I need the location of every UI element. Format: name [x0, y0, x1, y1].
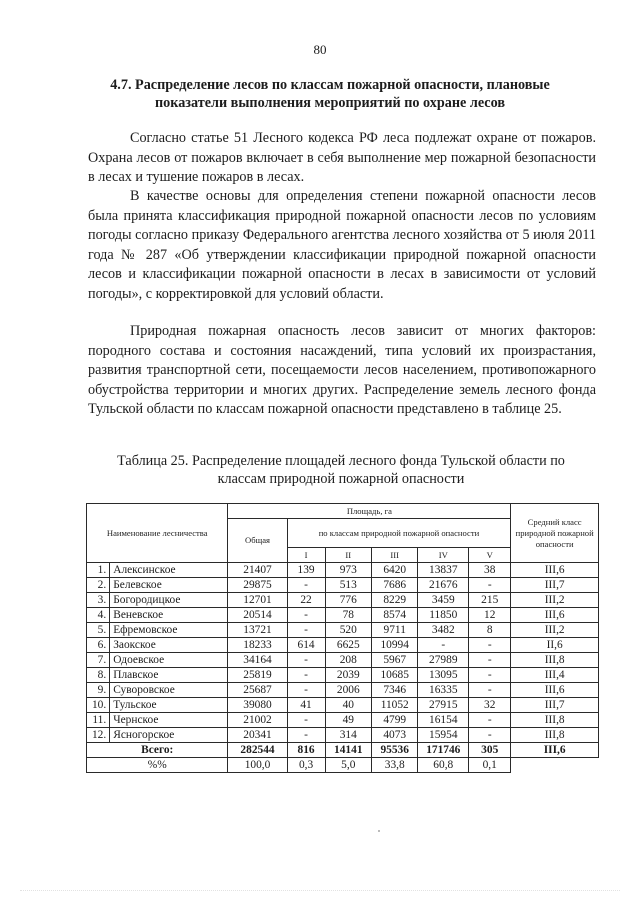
cell-c1: - — [287, 728, 325, 743]
percent-c4: 60,8 — [418, 758, 469, 773]
cell-avg: III,8 — [511, 728, 599, 743]
cell-c1: - — [287, 653, 325, 668]
cell-c3: 4073 — [372, 728, 418, 743]
cell-total: 18233 — [228, 638, 287, 653]
header-name: Наименование лесничества — [87, 504, 228, 563]
table-row — [87, 623, 599, 638]
cell-total: 25819 — [228, 668, 287, 683]
row-number: 8. — [87, 668, 110, 683]
cell-c2: 2039 — [325, 668, 371, 683]
percent-row — [87, 758, 599, 773]
cell-avg: III,8 — [511, 713, 599, 728]
cell-c5: - — [469, 668, 511, 683]
cell-c2: 2006 — [325, 683, 371, 698]
forestry-name: Заокское — [110, 638, 228, 653]
cell-c4: 11850 — [418, 608, 469, 623]
cell-c5: - — [469, 683, 511, 698]
cell-avg: III,2 — [511, 593, 599, 608]
forestry-name: Алексинское — [110, 563, 228, 578]
cell-total: 25687 — [228, 683, 287, 698]
cell-c2: 40 — [325, 698, 371, 713]
cell-total: 13721 — [228, 623, 287, 638]
row-number: 11. — [87, 713, 110, 728]
cell-c2: 78 — [325, 608, 371, 623]
row-number: 5. — [87, 623, 110, 638]
forestry-name: Веневское — [110, 608, 228, 623]
cell-avg: III,6 — [511, 563, 599, 578]
row-number: 6. — [87, 638, 110, 653]
table-row — [87, 578, 599, 593]
header-class-iii: III — [372, 548, 418, 563]
forestry-name: Одоевское — [110, 653, 228, 668]
table-row — [87, 713, 599, 728]
cell-avg: III,7 — [511, 578, 599, 593]
cell-c5: 32 — [469, 698, 511, 713]
cell-c1: 139 — [287, 563, 325, 578]
header-by-class: по классам природной пожарной опасности — [287, 519, 511, 548]
cell-avg: III,7 — [511, 698, 599, 713]
table-row — [87, 683, 599, 698]
cell-c3: 10685 — [372, 668, 418, 683]
total-c1: 816 — [287, 743, 325, 758]
forestry-name: Ефремовское — [110, 623, 228, 638]
total-c4: 171746 — [418, 743, 469, 758]
cell-c1: - — [287, 608, 325, 623]
cell-c3: 4799 — [372, 713, 418, 728]
row-number: 12. — [87, 728, 110, 743]
percent-avg-empty — [511, 758, 599, 773]
cell-total: 20341 — [228, 728, 287, 743]
percent-total: 100,0 — [228, 758, 287, 773]
cell-c5: - — [469, 713, 511, 728]
cell-c4: 15954 — [418, 728, 469, 743]
cell-c2: 520 — [325, 623, 371, 638]
percent-c5: 0,1 — [469, 758, 511, 773]
cell-total: 20514 — [228, 608, 287, 623]
cell-c4: 16154 — [418, 713, 469, 728]
section-title: 4.7. Распределение лесов по классам пожарной опасности, плановые показатели выполнения мероприятий по охране лесов — [110, 77, 550, 111]
cell-total: 29875 — [228, 578, 287, 593]
cell-total: 39080 — [228, 698, 287, 713]
header-class-i: I — [287, 548, 325, 563]
table-caption: Таблица 25. Распределение площадей лесного фонда Тульской области по классам природной пожарной опасности — [117, 453, 565, 487]
cell-c5: 215 — [469, 593, 511, 608]
cell-c1: - — [287, 668, 325, 683]
cell-c4: 27989 — [418, 653, 469, 668]
cell-c4: 16335 — [418, 683, 469, 698]
cell-c4: 3459 — [418, 593, 469, 608]
forestry-name: Богородицкое — [110, 593, 228, 608]
cell-avg: III,8 — [511, 653, 599, 668]
cell-avg: III,2 — [511, 623, 599, 638]
cell-c5: 38 — [469, 563, 511, 578]
forestry-name: Суворовское — [110, 683, 228, 698]
total-c2: 14141 — [325, 743, 371, 758]
cell-total: 12701 — [228, 593, 287, 608]
cell-c4: 13837 — [418, 563, 469, 578]
cell-c3: 11052 — [372, 698, 418, 713]
cell-c5: - — [469, 653, 511, 668]
cell-c3: 7686 — [372, 578, 418, 593]
total-total: 282544 — [228, 743, 287, 758]
forestry-name: Тульское — [110, 698, 228, 713]
header-area: Площадь, га — [228, 504, 511, 519]
cell-c3: 9711 — [372, 623, 418, 638]
cell-c2: 208 — [325, 653, 371, 668]
forestry-name: Чернское — [110, 713, 228, 728]
cell-c1: 22 — [287, 593, 325, 608]
row-number: 9. — [87, 683, 110, 698]
cell-c2: 49 — [325, 713, 371, 728]
cell-c4: 27915 — [418, 698, 469, 713]
row-number: 4. — [87, 608, 110, 623]
cell-c4: 3482 — [418, 623, 469, 638]
table-row — [87, 668, 599, 683]
cell-avg: III,6 — [511, 683, 599, 698]
paragraph: Согласно статье 51 Лесного кодекса РФ леса подлежат охране от пожаров. Охрана лесов от пожаров включает в себя выполнение мер пожарной безопасности в лесах и тушение пожаров в лесах. — [88, 130, 596, 186]
cell-c3: 8574 — [372, 608, 418, 623]
cell-c5: 8 — [469, 623, 511, 638]
cell-c2: 513 — [325, 578, 371, 593]
table-row — [87, 653, 599, 668]
cell-c1: - — [287, 578, 325, 593]
total-c3: 95536 — [372, 743, 418, 758]
total-avg: III,6 — [511, 743, 599, 758]
forestry-name: Плавское — [110, 668, 228, 683]
cell-c2: 973 — [325, 563, 371, 578]
table-row — [87, 698, 599, 713]
percent-c2: 5,0 — [325, 758, 371, 773]
forestry-name: Белевское — [110, 578, 228, 593]
cell-c4: - — [418, 638, 469, 653]
row-number: 10. — [87, 698, 110, 713]
percent-label: %% — [87, 758, 228, 773]
cell-c1: 614 — [287, 638, 325, 653]
cell-c5: 12 — [469, 608, 511, 623]
header-class-iv: IV — [418, 548, 469, 563]
cell-c3: 10994 — [372, 638, 418, 653]
cell-c2: 6625 — [325, 638, 371, 653]
fire-danger-table — [86, 503, 599, 773]
percent-c1: 0,3 — [287, 758, 325, 773]
paragraph: Природная пожарная опасность лесов зависит от многих факторов: породного состава и состояния насаждений, типа условий их произрастания, развития транспортной сети, посещаемости лесов населением, противопожарного обустройства территории и многих других. Распределение земель лесного фонда Тульской области по классам пожарной опасности представлено в таблице 25. — [88, 323, 596, 418]
cell-c2: 776 — [325, 593, 371, 608]
header-class-v: V — [469, 548, 511, 563]
cell-c3: 8229 — [372, 593, 418, 608]
cell-c1: 41 — [287, 698, 325, 713]
total-label: Всего: — [87, 743, 228, 758]
scan-footer-noise — [20, 884, 620, 891]
cell-avg: III,4 — [511, 668, 599, 683]
cell-c1: - — [287, 713, 325, 728]
cell-c5: - — [469, 728, 511, 743]
cell-c1: - — [287, 683, 325, 698]
cell-avg: III,6 — [511, 608, 599, 623]
row-number: 1. — [87, 563, 110, 578]
cell-total: 21002 — [228, 713, 287, 728]
forestry-name: Ясногорское — [110, 728, 228, 743]
table-row — [87, 608, 599, 623]
table-row — [87, 728, 599, 743]
cell-total: 34164 — [228, 653, 287, 668]
row-number: 3. — [87, 593, 110, 608]
page-number: 80 — [313, 42, 327, 57]
header-avg-class: Средний класс природной пожарной опасности — [511, 504, 599, 563]
table-row — [87, 563, 599, 578]
header-total: Общая — [228, 519, 287, 563]
row-number: 7. — [87, 653, 110, 668]
cell-avg: II,6 — [511, 638, 599, 653]
row-number: 2. — [87, 578, 110, 593]
cell-c5: - — [469, 578, 511, 593]
header-class-ii: II — [325, 548, 371, 563]
table-row — [87, 593, 599, 608]
table-row — [87, 638, 599, 653]
total-c5: 305 — [469, 743, 511, 758]
paragraph: В качестве основы для определения степени пожарной опасности лесов была принята классификация природной пожарной опасности лесов по условиям погоды согласно приказу Федерального агентства лесного хозяйства от 5 июля 2011 года № 287 «Об утверждении классификации природной пожарной опасности лесов и классификации пожарной опасности в лесах в зависимости от условий погоды», с корректировкой для условий области. — [88, 188, 596, 302]
cell-total: 21407 — [228, 563, 287, 578]
cell-c3: 5967 — [372, 653, 418, 668]
total-row — [87, 743, 599, 758]
cell-c5: - — [469, 638, 511, 653]
cell-c3: 6420 — [372, 563, 418, 578]
cell-c1: - — [287, 623, 325, 638]
cell-c2: 314 — [325, 728, 371, 743]
percent-c3: 33,8 — [372, 758, 418, 773]
cell-c4: 13095 — [418, 668, 469, 683]
cell-c4: 21676 — [418, 578, 469, 593]
cell-c3: 7346 — [372, 683, 418, 698]
scan-speck — [378, 830, 380, 832]
